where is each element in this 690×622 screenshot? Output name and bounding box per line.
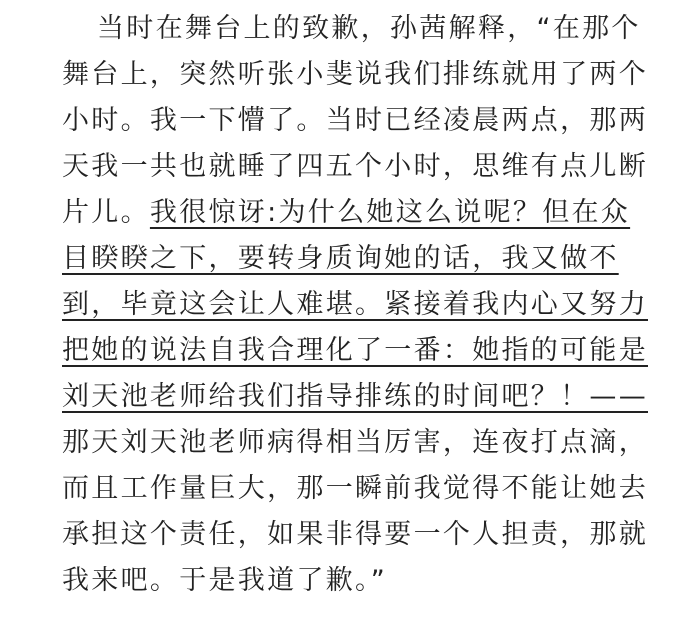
paragraph-line-2 <box>62 52 648 98</box>
line-text: 而且工作量巨大，那一瞬前我觉得不能让她去 <box>62 473 648 504</box>
line-text: 片儿。 <box>62 197 150 228</box>
paragraph-line-8 <box>62 328 648 374</box>
line-text: 小时。我一下懵了。当时已经凌晨两点，那两 <box>62 105 648 136</box>
paragraph-line-5 <box>62 190 642 236</box>
paragraph-line-3 <box>62 98 648 144</box>
line-text: 天我一共也就睡了四五个小时，思维有点儿断 <box>62 151 648 182</box>
line-text: 承担这个责任，如果非得要一个人担责，那就 <box>62 519 648 550</box>
line-text: 舞台上，突然听张小斐说我们排练就用了两个 <box>62 59 648 90</box>
paragraph-line-1 <box>97 6 677 52</box>
underlined-quote-text: 我很惊讶:为什么她这么说呢？但在众 <box>149 197 631 228</box>
underlined-quote-text: 刘天池老师给我们指导排练的时间吧？！—— <box>62 381 648 412</box>
underlined-quote-text: 到，毕竟这会让人难堪。紧接着我内心又努力 <box>62 289 648 320</box>
paragraph-line-13 <box>62 558 642 604</box>
paragraph-line-11 <box>62 466 648 512</box>
line-text: 我来吧。于是我道了歉。” <box>62 565 388 596</box>
paragraph-line-12 <box>62 512 648 558</box>
paragraph-line-4 <box>62 144 648 190</box>
line-text: 当时在舞台上的致歉，孙茜解释，“在那个 <box>97 13 641 44</box>
line-text: 那天刘天池老师病得相当厉害，连夜打点滴， <box>62 427 648 458</box>
underlined-quote-text: 目睽睽之下，要转身质询她的话，我又做不 <box>62 243 619 274</box>
underlined-quote-text: 把她的说法自我合理化了一番：她指的可能是 <box>62 335 648 366</box>
paragraph-line-7 <box>62 282 648 328</box>
paragraph-line-10 <box>62 420 648 466</box>
paragraph-line-9 <box>62 374 648 420</box>
paragraph-line-6 <box>62 236 642 282</box>
